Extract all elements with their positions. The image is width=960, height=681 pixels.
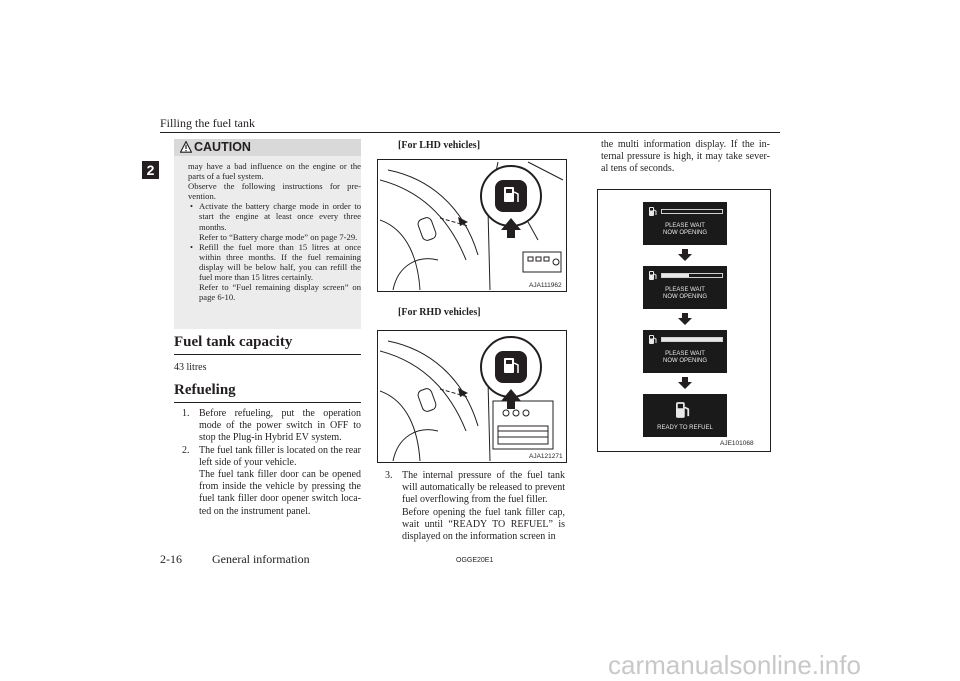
step-item	[182, 408, 361, 445]
continuation-text: the multi information display. If the in-ternal pressure is high, it may take sever-al tens of seconds.	[601, 139, 770, 175]
figure-code-rhd: AJA121271	[529, 453, 563, 460]
progress-bar	[661, 273, 723, 278]
rhd-illustration	[378, 331, 566, 462]
caution-bullet-ref: Refer to “Battery charge mode” on page 7-29.	[199, 231, 358, 242]
caution-bullet	[188, 201, 361, 241]
down-arrow-icon	[678, 377, 692, 389]
fuel-pump-icon	[649, 271, 657, 280]
footer-section: General information	[212, 552, 310, 566]
step-extra: Before opening the fuel tank filler cap, wait until “READY TO REFUEL” is displayed on the information screen in	[402, 506, 565, 543]
step-number: 3.	[385, 470, 393, 481]
caution-header	[174, 139, 361, 156]
step-item	[182, 445, 361, 518]
fuel-pump-icon	[649, 335, 657, 344]
step-text: The internal pressure of the fuel tank will automatically be released to prevent fuel overflowing from the fuel filler.	[402, 470, 565, 506]
section-rule	[174, 402, 361, 403]
step-text: The fuel tank filler is located on the rear left side of your vehicle.	[199, 444, 361, 468]
display-screen	[643, 202, 727, 245]
figure-rhd	[377, 330, 567, 463]
caution-bullet-ref: Refer to “Fuel remaining display screen” on page 6-10.	[199, 282, 361, 303]
screen-message: PLEASE WAIT NOW OPENING	[662, 223, 707, 236]
figure-label-rhd: [For RHD vehicles]	[398, 307, 481, 318]
down-arrow-icon	[678, 249, 692, 261]
fuel-pump-icon	[676, 402, 690, 418]
refueling-steps-middle	[385, 470, 565, 543]
warning-triangle-icon	[180, 141, 192, 153]
caution-label: CAUTION	[194, 140, 251, 154]
step-extra: The fuel tank filler door can be opened from inside the vehicle by pressing the fuel tank filler door opener switch loca-ted on the instrument panel.	[199, 469, 361, 517]
caution-intro: may have a bad influence on the engine or the parts of a fuel system.	[188, 161, 361, 182]
section-title-capacity: Fuel tank capacity	[174, 334, 293, 350]
caution-list	[188, 201, 361, 302]
figure-code-lhd: AJA111962	[529, 282, 562, 289]
capacity-value: 43 litres	[174, 362, 207, 373]
watermark: carmanualsonline.info	[608, 650, 861, 680]
step-number: 2.	[182, 444, 190, 456]
caution-bullet-text: • Activate the battery charge mode in order to start the engine at least once every three months.	[199, 201, 361, 232]
screen-message-ready: READY TO REFUEL	[657, 425, 713, 431]
down-arrow-icon	[678, 313, 692, 325]
display-screen-ready	[643, 394, 727, 437]
display-screen	[643, 330, 727, 373]
step-number: 1.	[182, 408, 190, 419]
chapter-tab: 2	[142, 161, 159, 179]
footer-code: OGGE20E1	[456, 557, 494, 564]
caution-box	[174, 139, 361, 329]
figure-code-display: AJE101068	[720, 440, 754, 447]
caution-bullet-text: • Refill the fuel more than 15 litres at once within three months. If the fuel remaining display will be below half, you can refill the fuel more than 15 litres certainly.	[199, 241, 361, 283]
display-screen	[643, 266, 727, 309]
figure-display	[597, 189, 771, 452]
running-header: Filling the fuel tank	[160, 116, 255, 130]
page-number: 2-16	[160, 552, 182, 566]
progress-bar	[661, 209, 723, 214]
caution-text	[188, 161, 361, 302]
lhd-illustration	[378, 160, 566, 291]
section-title-refueling: Refueling	[174, 382, 236, 398]
step-text: Before refueling, put the operation mode of the power switch in OFF to stop the Plug-in Hybrid EV system.	[199, 408, 361, 444]
section-rule	[174, 354, 361, 355]
header-rule	[160, 132, 780, 133]
figure-label-lhd: [For LHD vehicles]	[398, 140, 481, 151]
caution-bullet	[188, 242, 361, 303]
screen-message: PLEASE WAIT NOW OPENING	[662, 351, 707, 364]
progress-bar	[661, 337, 723, 342]
fuel-pump-icon	[649, 207, 657, 216]
figure-lhd	[377, 159, 567, 292]
step-item	[385, 470, 565, 543]
refueling-steps-left	[182, 408, 361, 518]
screen-message: PLEASE WAIT NOW OPENING	[662, 287, 707, 300]
caution-observe: Observe the following instructions for pre-vention.	[188, 181, 361, 202]
